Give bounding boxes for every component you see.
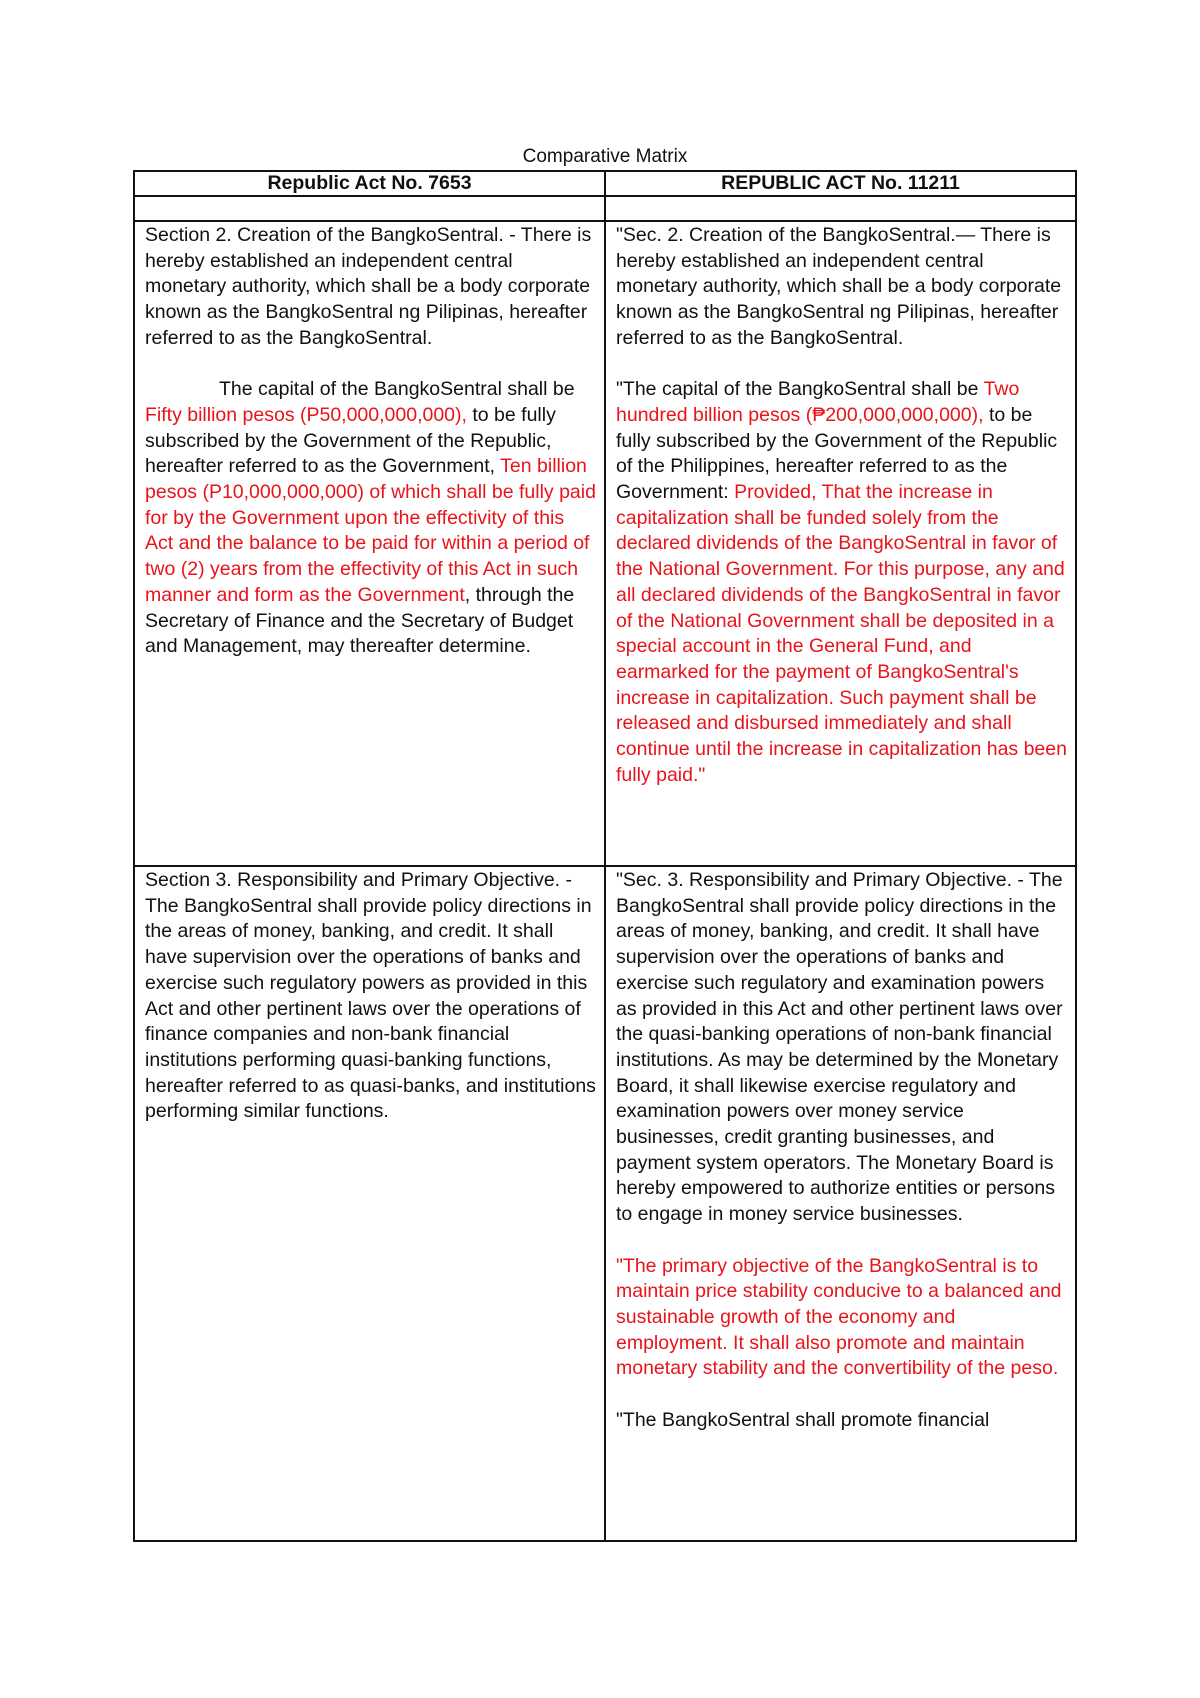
section-3-right-paragraph-2: "The primary objective of the BangkoSentral is to maintain price stability conducive to a balanced and sustainable growth of the economy and employment. It shall also promote and maintain monetary stability and the convertibility of the peso. [616, 1254, 1062, 1380]
header-ra-7653: Republic Act No. 7653 [134, 171, 605, 196]
section-3-right-paragraph-3: "The BangkoSentral shall promote financial [616, 1408, 990, 1431]
section-2-right-paragraph-2 [616, 377, 1067, 788]
text-run: to be fully subscribed by the Government of the Republic, hereafter referred to as the Government, [145, 403, 556, 478]
section-2-left-paragraph-1: Section 2. Creation of the BangkoSentral. - There is hereby established an independent central monetary authority, which shall be a body corporate known as the BangkoSentral ng Pilipinas, hereafter referred to as the BangkoSentral. [145, 224, 592, 349]
comparative-matrix-table [133, 170, 1077, 1542]
blank-row [134, 196, 1076, 221]
highlighted-text: Provided, That the increase in capitalization shall be funded solely from the declared dividends of the BangkoSentral in favor of the National Government. For this purpose, any and all declared dividends of the BangkoSentral in favor of the National Government shall be deposited in a special account in the General Fund, and earmarked for the payment of BangkoSentral's increase in capitalization. Such payment shall be released and disbursed immediately and shall continue until the increase in capitalization has been fully paid." [616, 481, 1067, 786]
section-2-ra-11211-cell [605, 221, 1076, 866]
header-ra-11211: REPUBLIC ACT No. 11211 [605, 171, 1076, 196]
section-3-right-paragraph-1: "Sec. 3. Responsibility and Primary Objective. - The BangkoSentral shall provide policy directions in the areas of money, banking, and credit. It shall have supervision over the operations of banks and exercise such regulatory and examination powers as provided in this Act and other pertinent laws over the quasi-banking operations of non-bank financial institutions. As may be determined by the Monetary Board, it shall likewise exercise regulatory and examination powers over money service businesses, credit granting businesses, and payment system operators. The Monetary Board is hereby empowered to authorize entities or persons to engage in money service businesses. [616, 869, 1063, 1226]
text-run: The capital of the BangkoSentral shall be [219, 378, 575, 401]
section-2-right-paragraph-1: "Sec. 2. Creation of the BangkoSentral.— There is hereby established an independent central monetary authority, which shall be a body corporate known as the BangkoSentral ng Pilipinas, hereafter referred to as the BangkoSentral. [616, 224, 1062, 349]
page-title: Comparative Matrix [522, 146, 688, 167]
text-run: to be fully subscribed by the Government of the Republic of the Philippines, hereafter referred to as the Government: [616, 403, 1058, 504]
section-2-left-paragraph-2 [145, 377, 596, 660]
section-3-ra-11211-cell [605, 866, 1076, 1541]
text-run: "The capital of the BangkoSentral shall be [616, 378, 984, 401]
section-3-left-paragraph-1: Section 3. Responsibility and Primary Objective. - The BangkoSentral shall provide policy directions in the areas of money, banking, and credit. It shall have supervision over the operations of banks and exercise such regulatory powers as provided in this Act and other pertinent laws over the operations of finance companies and non-bank financial institutions performing quasi-banking functions, hereafter referred to as quasi-banks, and institutions performing similar functions. [145, 869, 596, 1123]
section-2-ra-7653-cell [134, 221, 605, 866]
highlighted-text: Ten billion pesos (P10,000,000,000) of which shall be fully paid for by the Government upon the effectivity of this Act and the balance to be paid for within a period of two (2) years from the effectivity of this Act in such manner and form as the Government [145, 455, 596, 606]
text-run: , through the Secretary of Finance and the Secretary of Budget and Management, may thereafter determine. [145, 583, 575, 658]
section-2-row [134, 221, 1076, 866]
section-3-row [134, 866, 1076, 1541]
header-row [134, 171, 1076, 196]
blank-cell [134, 196, 605, 221]
blank-cell [605, 196, 1076, 221]
highlighted-text: Fifty billion pesos (P50,000,000,000), [145, 403, 467, 426]
section-3-ra-7653-cell [134, 866, 605, 1541]
highlighted-text: Two hundred billion pesos (₱200,000,000,000), [616, 378, 1020, 426]
